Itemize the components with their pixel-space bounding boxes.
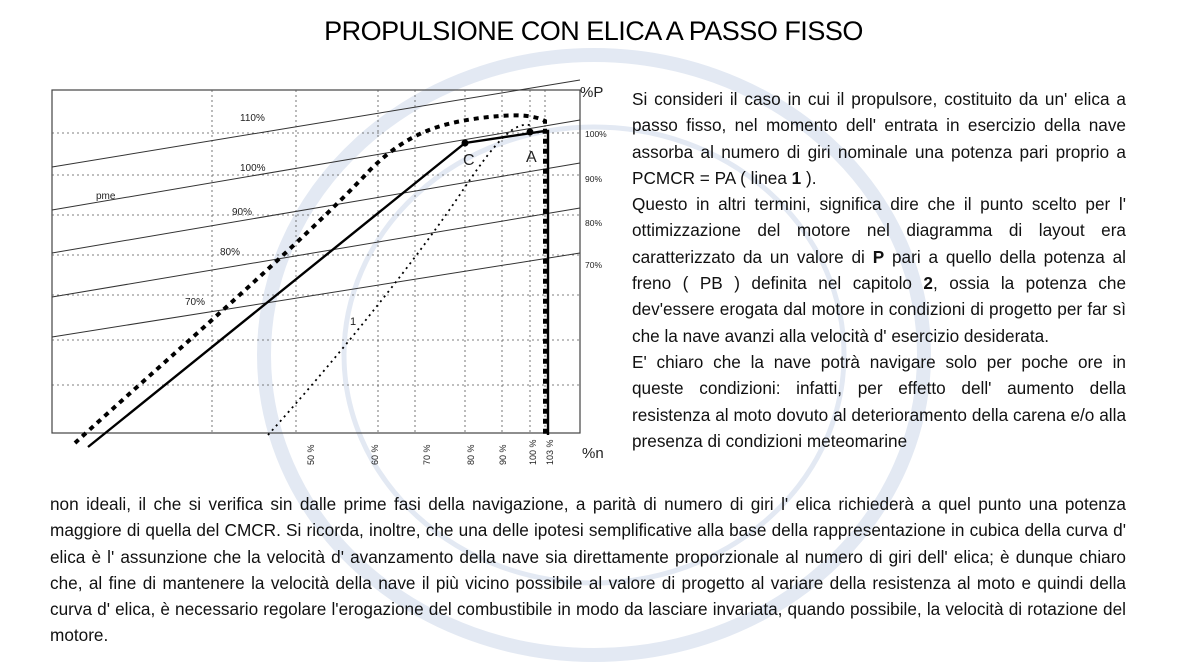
- x-tick-label: 80 %: [466, 444, 476, 465]
- body-text-right: [632, 86, 1126, 454]
- y-tick-labels: [585, 129, 607, 270]
- pme-percent-label: 100%: [240, 163, 266, 174]
- pme-percent-label: 80%: [220, 247, 241, 258]
- x-tick-label: 50 %: [306, 444, 316, 465]
- pme-line: [52, 253, 580, 337]
- pme-percent-label: 70%: [185, 297, 206, 308]
- body-text-bottom: [50, 491, 1126, 649]
- y-tick-label: 90%: [585, 174, 603, 184]
- x-tick-label: 90 %: [498, 444, 508, 465]
- y-axis-label: %P: [580, 84, 604, 101]
- x-tick-label: 103 %: [545, 439, 555, 465]
- x-tick-label: 60 %: [370, 444, 380, 465]
- point-c-label: C: [463, 152, 475, 169]
- x-tick-label: 70 %: [422, 444, 432, 465]
- x-tick-label: 100 %: [528, 439, 538, 465]
- pme-line-labels: [185, 113, 266, 308]
- paragraph: non ideali, il che si verifica sin dalle prime fasi della navigazione, a parità di numero di giri l' elica richiederà a quel punto una potenza maggiore di quella del CMCR. Si ricorda, inoltre, che una delle ipotesi semplificative alla base della rappresentazione in cubica della curva d' elica è l' assunzione che la velocità d' avanzamento della nave sia direttamente proporzionale al numero di giri dell' elica; è dunque chiaro che, al fine di mantenere la velocità della nave il più vicino possibile al valore di progetto al variare della resistenza al moto e quindi della curva d' elica, è necessario regolare l'erogazione del combustibile in modo da lasciare invariata, quando possibile, la velocità di rotazione del motore.: [50, 494, 1126, 646]
- pme-line: [52, 80, 580, 167]
- chart-labels: [96, 84, 604, 462]
- solid-engine-curve: [88, 131, 548, 447]
- y-tick-label: 100%: [585, 129, 607, 139]
- y-tick-label: 70%: [585, 260, 603, 270]
- paragraph: E' chiaro che la nave potrà navigare solo per poche ore in queste condizioni: infatti, per effetto dell' aumento della resistenza al moto dovuto al deterioramento della carena e/o alla presenza di condizioni meteomarine: [632, 351, 1126, 451]
- point-a-label: A: [526, 149, 537, 166]
- pme-line: [52, 163, 580, 253]
- x-tick-labels: [306, 439, 555, 465]
- propeller-power-chart: [40, 75, 625, 470]
- point-a-marker: [527, 129, 534, 136]
- curve-1-label: 1: [350, 316, 357, 328]
- plot-frame: [52, 90, 580, 433]
- pme-percent-label: 110%: [240, 113, 265, 124]
- y-tick-label: 80%: [585, 218, 603, 228]
- page-title: PROPULSIONE CON ELICA A PASSO FISSO: [324, 16, 863, 46]
- pme-percent-label: 90%: [232, 207, 253, 218]
- pme-line: [52, 120, 580, 210]
- pme-line: [52, 208, 580, 297]
- paragraph: Questo in altri termini, significa dire che il punto scelto per l' ottimizzazione del motore nel diagramma di layout era caratterizzato da un valore di P pari a quello della potenza al freno ( PB ) definita nel capitolo 2, ossia la potenza che dev'essere erogata dal motore in condizioni di progetto per far sì che la nave avanzi alla velocità d' esercizio desiderata.: [632, 194, 1127, 346]
- pme-lines: [52, 80, 580, 337]
- paragraph: Si consideri il caso in cui il propulsore, costituito da un' elica a passo fisso, nel momento dell' entrata in esercizio della nave assorba al numero di giri nominale una potenza pari proprio a PCMCR = PA ( linea 1 ).: [632, 89, 1126, 188]
- pme-label: pme: [96, 191, 116, 202]
- x-axis-label: %n: [582, 445, 604, 462]
- propeller-curve-1: [268, 125, 530, 435]
- chart-grid: [52, 90, 580, 433]
- point-c-marker: [462, 140, 469, 147]
